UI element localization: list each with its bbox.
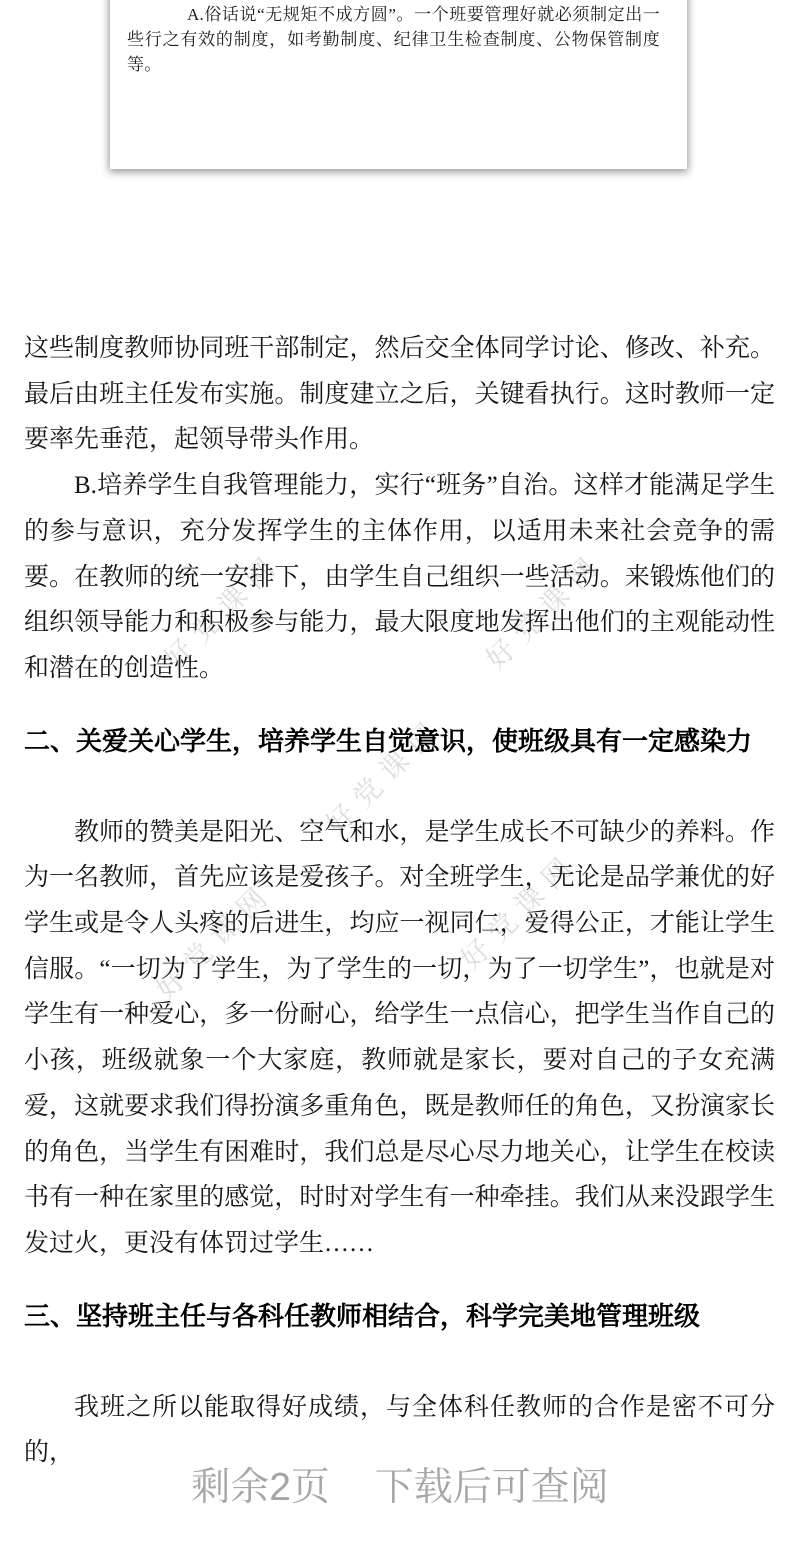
preview-footer (0, 1464, 800, 1512)
body-paragraph: 教师的赞美是阳光、空气和水，是学生成长不可缺少的养料。作为一名教师，首先应该是爱孩子。对全班学生，无论是品学兼优的好学生或是令人头疼的后进生，均应一视同仁，爱得公正，才能让学生信服。“一切为了学生，为了学生的一切，为了一切学生”，也就是对学生有一种爱心，多一份耐心，给学生一点信心，把学生当作自己的小孩，班级就象一个大家庭，教师就是家长，要对自己的子女充满爱，这就要求我们得扮演多重角色，既是教师任的角色，又扮演家长的角色，当学生有困难时，我们总是尽心尽力地关心，让学生在校读书有一种在家里的感觉，时时对学生有一种牵挂。我们从来没跟学生发过火，更没有体罚过学生…… (24, 818, 775, 1257)
body-paragraph: 我班之所以能取得好成绩，与全体科任教师的合作是密不可分的， (24, 1393, 775, 1467)
body-paragraph: 这些制度教师协同班干部制定，然后交全体同学讨论、修改、补充。最后由班主任发布实施。制度建立之后，关键看执行。这时教师一定要率先垂范，起领导带头作用。 (24, 335, 775, 454)
section-heading: 三、坚持班主任与各科任教师相结合，科学完美地管理班级 (24, 1300, 701, 1331)
body-paragraph: B.培养学生自我管理能力，实行“班务”自治。这样才能满足学生的参与意识，充分发挥学生的主体作用，以适用未来社会竞争的需要。在教师的统一安排下，由学生自己组织一些活动。来锻炼他们的组织领导能力和积极参与能力，最大限度地发挥出他们的主观能动性和潜在的创造性。 (24, 472, 775, 682)
document-body (24, 326, 775, 1476)
watermark-text: 好党课网 (157, 545, 288, 676)
watermark-text: 好党课网 (479, 545, 610, 676)
watermark-text: 好党课网 (149, 875, 280, 1006)
download-hint-label: 下载后可查阅 (374, 1466, 609, 1509)
section-heading: 二、关爱关心学生，培养学生自觉意识，使班级具有一定感染力 (24, 725, 753, 756)
remaining-pages-label: 剩余2页 (191, 1466, 330, 1509)
page-quote-text: A.俗话说“无规矩不成方圆”。一个班要管理好就必须制定出一些行之有效的制度，如考勤制度、纪律卫生检查制度、公物保管制度等。 (127, 5, 660, 74)
watermark-text: 好党课网 (319, 710, 450, 841)
previous-page-card (110, 0, 687, 169)
watermark-text: 好党课网 (454, 845, 585, 976)
